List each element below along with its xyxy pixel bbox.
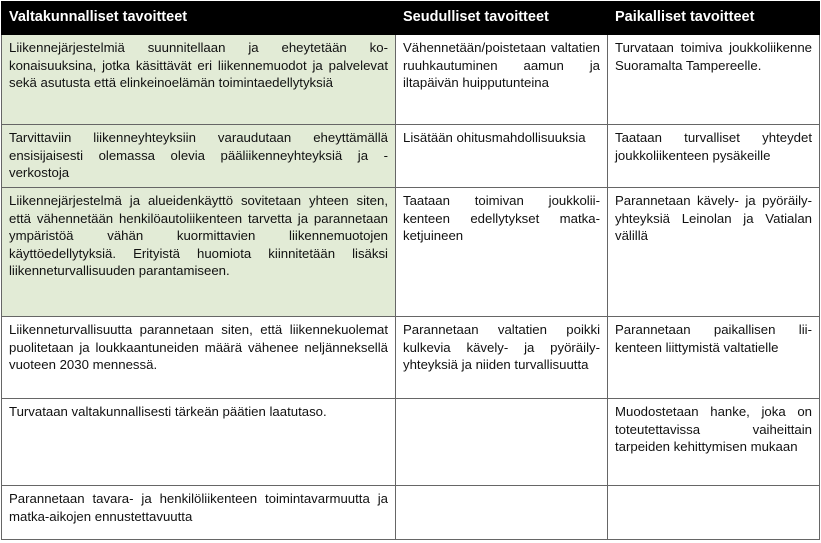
table-row (2, 486, 820, 540)
local-goal-text: Turvataan toimiva joukkoliikenne Suoramalta Tampereelle. (615, 40, 812, 73)
regional-goal-cell (396, 317, 608, 399)
local-goal-cell (608, 125, 820, 188)
national-goal-text: Parannetaan tavara- ja henkilöliikenteen toimintavarmuutta ja matka-aikojen ennustettavuutta (9, 491, 388, 524)
local-goal-cell (608, 188, 820, 317)
table-body (2, 35, 820, 540)
local-goal-cell (608, 399, 820, 486)
regional-goal-text: Lisätään ohitusmahdollisuuksia (403, 130, 586, 145)
national-goal-cell (2, 125, 396, 188)
regional-goal-cell (396, 399, 608, 486)
table-row (2, 188, 820, 317)
local-goal-text: Parannetaan paikallisen liikenteen liittymistä valtatielle (615, 322, 812, 355)
regional-goal-text: Vähennetään/poistetaan valtatien ruuhkautuminen aamun ja iltapäivän huipputunteina (403, 40, 600, 90)
header-local: Paikalliset tavoitteet (608, 2, 820, 35)
local-goal-text: Taataan turvalliset yhteydet joukkoliikenteen pysäkeille (615, 130, 812, 163)
national-goal-cell (2, 486, 396, 540)
local-goal-text: Muodostetaan hanke, joka on toteutettavissa vaiheittain tarpeiden kehittymisen mukaan (615, 404, 812, 454)
table-row (2, 399, 820, 486)
table-row (2, 317, 820, 399)
national-goal-cell (2, 188, 396, 317)
regional-goal-cell (396, 188, 608, 317)
national-goal-text: Liikennejärjestelmä ja alueidenkäyttö sovitetaan yhteen siten, että vähennetään henkilöautoliikenteen tarvetta ja parannetaan ympäristöä vähän kuormittavien liikennemuotojen käyttöedellytyksiä. Erityistä huomiota kiinnitetään lisäksi liikenneturvallisuuden parantamiseen. (9, 193, 388, 278)
national-goal-cell (2, 35, 396, 125)
table-row (2, 35, 820, 125)
header-regional: Seudulliset tavoitteet (396, 2, 608, 35)
table-header (2, 2, 820, 35)
table-row (2, 125, 820, 188)
national-goal-cell (2, 399, 396, 486)
header-national: Valtakunnalliset tavoitteet (2, 2, 396, 35)
local-goal-cell (608, 35, 820, 125)
regional-goal-cell (396, 486, 608, 540)
national-goal-cell (2, 317, 396, 399)
local-goal-text: Parannetaan kävely- ja pyöräily-yhteyksiä Leinolan ja Vatialan välillä (615, 193, 812, 243)
regional-goal-text: Parannetaan valtatien poikki kulkevia kävely- ja pyöräily-yhteyksiä ja niiden turvallisuutta (403, 322, 600, 372)
local-goal-cell (608, 317, 820, 399)
national-goal-text: Liikennejärjestelmiä suunnitellaan ja eheytetään kokonaisuuksina, jotka käsittävät eri liikennemuodot ja palvelevat sekä asutusta että elinkeinoelämän toimintaedellytyksiä (9, 40, 388, 90)
national-goal-text: Turvataan valtakunnallisesti tärkeän päätien laatutaso. (9, 404, 327, 419)
header-row (2, 2, 820, 35)
national-goal-text: Liikenneturvallisuutta parannetaan siten, että liikennekuolemat puolitetaan ja loukkaantuneiden määrä vähenee neljänneksellä vuoteen 2030 mennessä. (9, 322, 388, 372)
regional-goal-text: Taataan toimivan joukkoliikenteen edellytykset matkaketjuineen (403, 193, 600, 243)
goals-table (1, 1, 820, 540)
regional-goal-cell (396, 35, 608, 125)
regional-goal-cell (396, 125, 608, 188)
local-goal-cell (608, 486, 820, 540)
national-goal-text: Tarvittaviin liikenneyhteyksiin varaudutaan eheyttämällä ensisijaisesti olemassa olevia pääliikenneyhteyksiä ja -verkostoja (9, 130, 388, 180)
